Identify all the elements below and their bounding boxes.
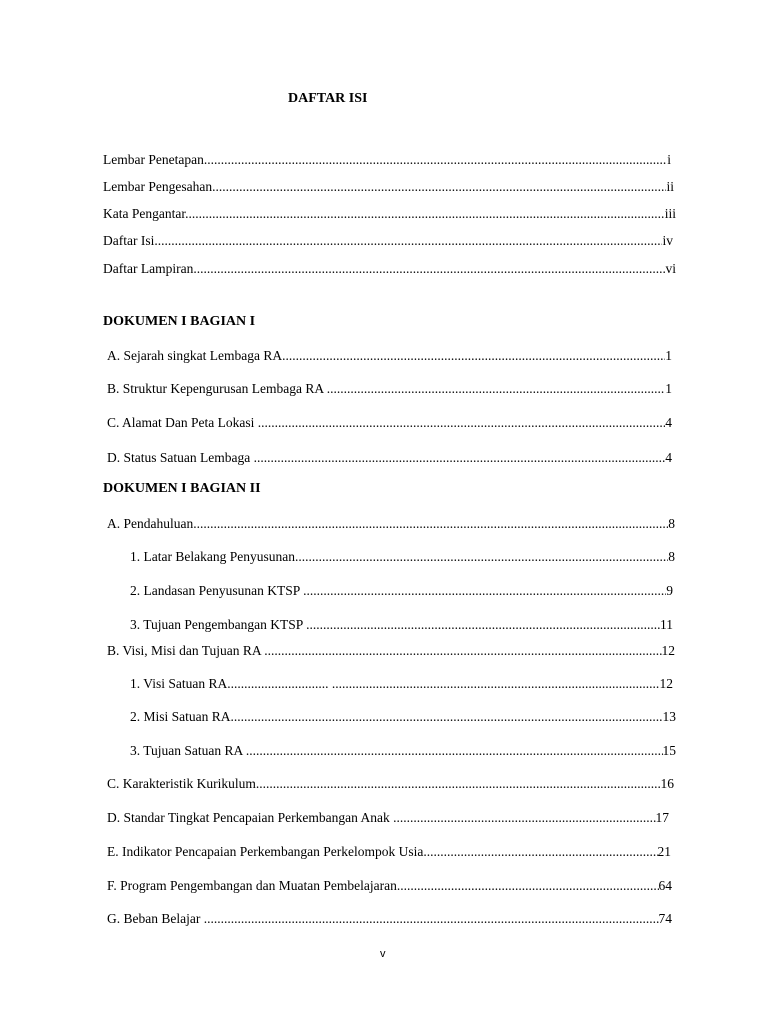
toc-entry-page: 64 [659,876,673,896]
toc-entry[interactable] [103,177,674,197]
toc-entry-label: 3. Tujuan Pengembangan KTSP ..... [130,615,673,635]
toc-entry[interactable] [130,674,673,694]
toc-entry-page: 9 [666,581,673,601]
toc-entry-label: 2. Landasan Penyusunan KTSP ..... [130,581,673,601]
toc-entry-label: 3. Tujuan Satuan RA ..... [130,741,676,761]
toc-entry-label: Kata Pengantar ..... [103,204,676,224]
toc-entry-label: 2. Misi Satuan RA ..... [130,707,676,727]
toc-entry[interactable] [130,615,673,635]
toc-entry-page: 1 [665,346,672,366]
toc-entry-label: B. Struktur Kepengurusan Lembaga RA ..... [107,379,672,399]
toc-entry-page: 21 [658,842,672,862]
toc-entry[interactable] [130,741,676,761]
toc-entry-label: G. Beban Belajar ..... [107,909,672,929]
toc-entry-label: 1. Visi Satuan RA.............................. ..... [130,674,673,694]
toc-entry-label: Lembar Pengesahan ..... [103,177,674,197]
toc-entry-page: 74 [659,909,673,929]
toc-entry-page: 11 [660,615,673,635]
toc-entry-label: C. Karakteristik Kurikulum ..... [107,774,674,794]
toc-entry[interactable] [103,204,676,224]
toc-entry[interactable] [107,909,672,929]
toc-entry[interactable] [107,641,675,661]
toc-entry[interactable] [130,547,675,567]
toc-entry[interactable] [103,259,676,279]
toc-entry-page: 16 [661,774,675,794]
toc-entry-page: 13 [663,707,677,727]
toc-entry[interactable] [107,379,672,399]
toc-entry-label: D. Standar Tingkat Pencapaian Perkembangan Anak ..... [107,808,669,828]
section-heading: DOKUMEN I BAGIAN II [103,481,261,496]
toc-entry-page: 8 [668,547,675,567]
toc-entry-label: 1. Latar Belakang Penyusunan ..... [130,547,675,567]
toc-entry-page: iv [662,231,673,251]
toc-entry-page: 8 [668,514,675,534]
toc-entry-page: 17 [656,808,670,828]
toc-entry-label: A. Pendahuluan ..... [107,514,675,534]
section-heading: DOKUMEN I BAGIAN I [103,314,256,329]
toc-entry-page: vi [665,259,676,279]
toc-entry[interactable] [107,448,672,468]
toc-entry-label: Lembar Penetapan ..... [103,150,671,170]
toc-entry-label: A. Sejarah singkat Lembaga RA ..... [107,346,672,366]
toc-entry-page: 1 [665,379,672,399]
toc-entry[interactable] [130,707,676,727]
toc-entry-page: iii [665,204,676,224]
toc-entry[interactable] [103,231,673,251]
toc-entry[interactable] [107,808,669,828]
toc-entry[interactable] [107,346,672,366]
toc-entry[interactable] [107,876,672,896]
toc-entry-page: i [667,150,671,170]
toc-entry-label: Daftar Isi ..... [103,231,673,251]
toc-entry-page: 15 [663,741,677,761]
toc-entry-page: 4 [665,413,672,433]
toc-entry-label: C. Alamat Dan Peta Lokasi ..... [107,413,672,433]
page-number: v [380,948,386,960]
toc-entry-label: D. Status Satuan Lembaga ..... [107,448,672,468]
toc-entry-label: F. Program Pengembangan dan Muatan Pembelajaran ..... [107,876,672,896]
page-title: DAFTAR ISI [288,91,368,106]
toc-entry-label: E. Indikator Pencapaian Perkembangan Perkelompok Usia ..... [107,842,671,862]
toc-entry-page: 4 [665,448,672,468]
toc-entry[interactable] [130,581,673,601]
toc-entry[interactable] [107,413,672,433]
toc-entry[interactable] [103,150,671,170]
toc-entry-page: ii [666,177,674,197]
toc-entry-label: Daftar Lampiran ..... [103,259,676,279]
toc-entry-page: 12 [660,674,674,694]
toc-entry[interactable] [107,774,674,794]
toc-entry-page: 12 [662,641,676,661]
toc-entry[interactable] [107,514,675,534]
toc-entry[interactable] [107,842,671,862]
toc-entry-label: B. Visi, Misi dan Tujuan RA ..... [107,641,675,661]
